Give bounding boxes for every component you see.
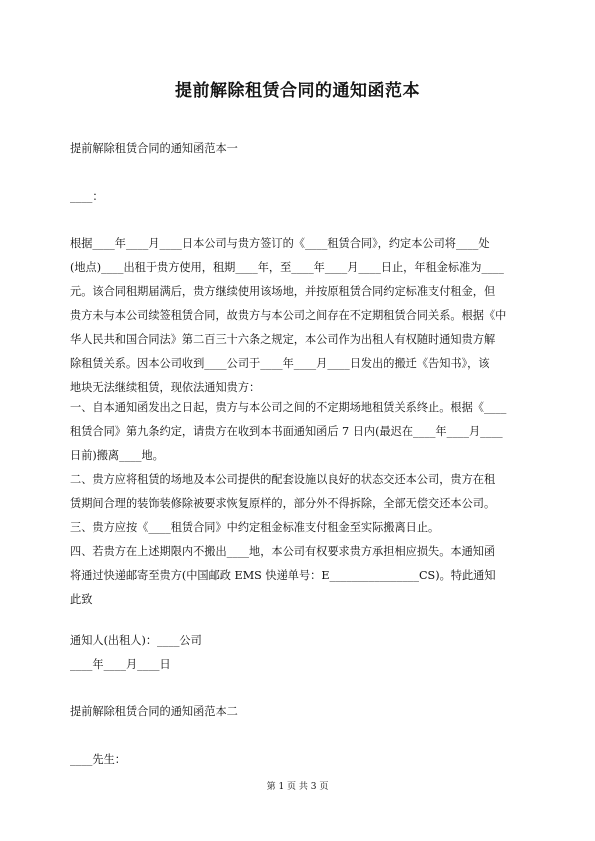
body-line: 四、若贵方在上述期限内不搬出____地，本公司有权要求贵方承担相应损失。本通知函 [70, 545, 496, 558]
body-line: 将通过快递邮寄至贵方(中国邮政 EMS 快递单号：E________________CS)。特此通知 [70, 569, 496, 582]
body-line: (地点)____出租于贵方使用，租期____年，至____年____月____日止，年租金标准为____ [70, 261, 504, 274]
body-line: 二、贵方应将租赁的场地及本公司提供的配套设施以良好的状态交还本公司，贵方在租 [70, 473, 496, 486]
body-line: 贵方未与本公司续签租赁合同，故贵方与本公司之间存在不定期租赁合同关系。根据《中 [70, 309, 507, 322]
body-line: 华人民共和国合同法》第二百三十六条之规定，本公司作为出租人有权随时通知贵方解 [70, 333, 496, 346]
body-line: 元。该合同租期届满后，贵方继续使用该场地，并按原租赁合同约定标准支付租金，但 [70, 285, 496, 298]
notifier-line: 通知人(出租人)：____公司 [70, 634, 202, 647]
body-line: 除租赁关系。因本公司收到____公司于____年____月____日发出的搬迁《告知书》，该 [70, 357, 490, 370]
body-line: 一、自本通知函发出之日起，贵方与本公司之间的不定期场地租赁关系终止。根据《____ [70, 401, 507, 414]
body-line: 根据____年____月____日本公司与贵方签订的《____租赁合同》，约定本公司将____处 [70, 237, 490, 250]
body-line: 地块无法继续租赁，现依法通知贵方： [70, 381, 261, 394]
closing-line: 此致 [70, 593, 93, 606]
document-title: 提前解除租赁合同的通知函范本 [175, 81, 420, 101]
salutation-1: ____： [70, 190, 104, 203]
body-line: 三、贵方应按《____租赁合同》中约定租金标准支付租金至实际搬离日止。 [70, 521, 440, 534]
section-heading-1: 提前解除租赁合同的通知函范本一 [70, 142, 238, 155]
section-heading-2: 提前解除租赁合同的通知函范本二 [70, 705, 238, 718]
body-line: 租赁合同》第九条约定，请贵方在收到本书面通知函后 7 日内(最迟在____年____月____ [70, 425, 503, 438]
date-line: ____年____月____日 [70, 658, 171, 671]
salutation-2: ____先生： [70, 753, 126, 766]
page-footer: 第 1 页 共 3 页 [266, 782, 329, 792]
body-line: 日前)搬离____地。 [70, 449, 164, 462]
body-line: 赁期间合理的装饰装修除被要求恢复原样的，部分外不得拆除，全部无偿交还本公司。 [70, 497, 496, 510]
